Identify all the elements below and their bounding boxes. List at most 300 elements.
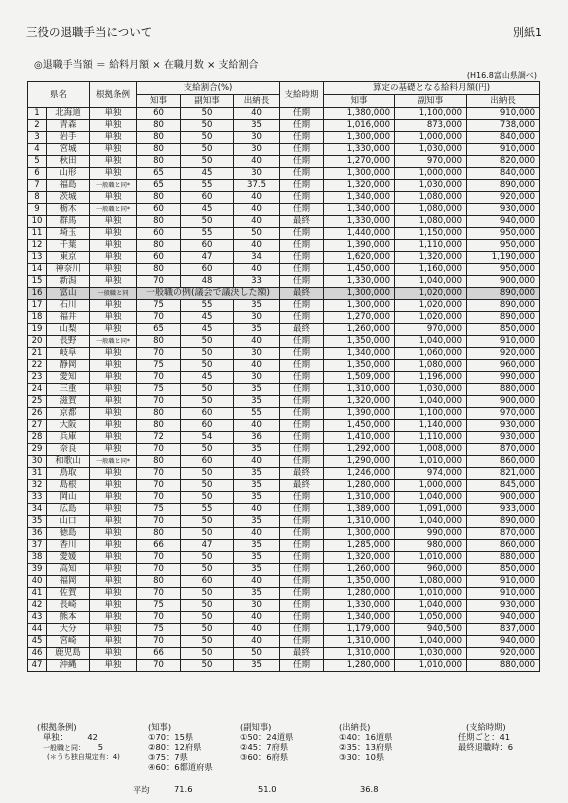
prefecture-name: 熊本 — [47, 612, 90, 624]
row-number: 17 — [28, 300, 47, 312]
summary-governor-item: ③75：7県 — [148, 752, 188, 762]
basis-ordinance: 単独 — [90, 576, 137, 588]
governor-salary: 1,450,000 — [324, 264, 395, 276]
basis-ordinance: 単独 — [90, 624, 137, 636]
payment-timing: 任期 — [280, 276, 324, 288]
vice-governor-salary: 1,030,000 — [395, 648, 467, 660]
table-row — [28, 552, 540, 564]
table-row — [28, 396, 540, 408]
table-row — [28, 384, 540, 396]
governor-salary: 1,300,000 — [324, 168, 395, 180]
treasurer-ratio: 35 — [234, 384, 280, 396]
governor-salary: 1,280,000 — [324, 660, 395, 672]
vice-governor-ratio: 50 — [181, 144, 234, 156]
basis-ordinance: 単独 — [90, 264, 137, 276]
prefecture-name: 青森 — [47, 120, 90, 132]
governor-ratio: 70 — [137, 660, 181, 672]
treasurer-ratio: 40 — [234, 420, 280, 432]
vice-governor-ratio: 50 — [181, 360, 234, 372]
basis-ordinance: 単独 — [90, 504, 137, 516]
governor-ratio: 70 — [137, 552, 181, 564]
treasurer-ratio: 40 — [234, 504, 280, 516]
basis-ordinance: 単独 — [90, 492, 137, 504]
row-number: 36 — [28, 528, 47, 540]
governor-salary: 1,246,000 — [324, 468, 395, 480]
vice-governor-ratio: 50 — [181, 660, 234, 672]
payment-timing: 任期 — [280, 444, 324, 456]
vice-governor-ratio: 55 — [181, 504, 234, 516]
vice-governor-salary: 1,060,000 — [395, 348, 467, 360]
row-number: 8 — [28, 192, 47, 204]
vice-governor-ratio: 45 — [181, 204, 234, 216]
payment-timing: 任期 — [280, 420, 324, 432]
governor-ratio: 65 — [137, 324, 181, 336]
treasurer-ratio: 50 — [234, 648, 280, 660]
prefecture-name: 愛媛 — [47, 552, 90, 564]
governor-salary: 1,350,000 — [324, 576, 395, 588]
prefecture-name: 沖縄 — [47, 660, 90, 672]
prefecture-name: 和歌山 — [47, 456, 90, 468]
vice-governor-ratio: 50 — [181, 612, 234, 624]
vice-governor-ratio: 50 — [181, 216, 234, 228]
table-row — [28, 288, 540, 300]
treasurer-ratio: 33 — [234, 276, 280, 288]
payment-timing: 任期 — [280, 360, 324, 372]
row-number: 39 — [28, 564, 47, 576]
vice-governor-salary: 1,040,000 — [395, 276, 467, 288]
governor-ratio: 66 — [137, 540, 181, 552]
summary-vice-item: ①50：24道県 — [240, 732, 294, 742]
treasurer-salary: 910,000 — [467, 336, 540, 348]
header-pref: 県名 — [28, 82, 90, 108]
payment-timing: 任期 — [280, 156, 324, 168]
row-number: 12 — [28, 240, 47, 252]
vice-governor-ratio: 50 — [181, 516, 234, 528]
row-number: 38 — [28, 552, 47, 564]
treasurer-salary: 910,000 — [467, 108, 540, 120]
governor-ratio: 80 — [137, 192, 181, 204]
payment-timing: 任期 — [280, 252, 324, 264]
vice-governor-salary: 1,100,000 — [395, 108, 467, 120]
prefecture-name: 滋賀 — [47, 396, 90, 408]
governor-ratio: 80 — [137, 336, 181, 348]
summary-basis-same-label: 一般職と同： — [43, 744, 85, 752]
payment-timing: 任期 — [280, 204, 324, 216]
row-number: 47 — [28, 660, 47, 672]
prefecture-name: 茨城 — [47, 192, 90, 204]
prefecture-name: 富山 — [47, 288, 90, 300]
basis-ordinance: 単独 — [90, 252, 137, 264]
table-row — [28, 528, 540, 540]
basis-ordinance: 単独 — [90, 324, 137, 336]
row-number: 41 — [28, 588, 47, 600]
governor-salary: 1,330,000 — [324, 144, 395, 156]
treasurer-salary: 970,000 — [467, 408, 540, 420]
table-row — [28, 228, 540, 240]
table-row — [28, 120, 540, 132]
vice-governor-salary: 1,010,000 — [395, 660, 467, 672]
payment-timing: 任期 — [280, 396, 324, 408]
payment-timing: 任期 — [280, 408, 324, 420]
vice-governor-ratio: 55 — [181, 228, 234, 240]
summary-treasurer-item: ②35：13府県 — [339, 742, 393, 752]
vice-governor-ratio: 45 — [181, 372, 234, 384]
vice-governor-salary: 1,160,000 — [395, 264, 467, 276]
table-row — [28, 324, 540, 336]
table-row — [28, 612, 540, 624]
payment-timing: 最終 — [280, 480, 324, 492]
vice-governor-ratio: 50 — [181, 132, 234, 144]
vice-governor-ratio: 60 — [181, 192, 234, 204]
prefecture-name: 静岡 — [47, 360, 90, 372]
table-row — [28, 252, 540, 264]
prefecture-name: 新潟 — [47, 276, 90, 288]
basis-ordinance: 単独 — [90, 360, 137, 372]
summary-vice-item: ③60：6府県 — [240, 752, 289, 762]
governor-ratio: 75 — [137, 504, 181, 516]
treasurer-salary: 930,000 — [467, 420, 540, 432]
basis-ordinance: 単独 — [90, 120, 137, 132]
vice-governor-ratio: 50 — [181, 528, 234, 540]
table-row — [28, 576, 540, 588]
row-number: 3 — [28, 132, 47, 144]
treasurer-ratio: 35 — [234, 540, 280, 552]
prefecture-name: 三重 — [47, 384, 90, 396]
vice-governor-ratio: 50 — [181, 108, 234, 120]
header-governor-ratio: 知事 — [137, 95, 181, 108]
header-vice-ratio: 副知事 — [181, 95, 234, 108]
header-treasurer-ratio: 出納長 — [234, 95, 280, 108]
basis-ordinance: 単独 — [90, 168, 137, 180]
vice-governor-ratio: 50 — [181, 480, 234, 492]
vice-governor-ratio: 50 — [181, 564, 234, 576]
basis-ordinance: 単独 — [90, 408, 137, 420]
governor-ratio: 70 — [137, 480, 181, 492]
row-number: 20 — [28, 336, 47, 348]
treasurer-salary: 930,000 — [467, 600, 540, 612]
basis-ordinance: 一般職と同* — [90, 204, 137, 216]
summary-timing-item: 最終退職時：6 — [458, 742, 514, 752]
vice-governor-salary: 1,010,000 — [395, 552, 467, 564]
governor-salary: 1,179,000 — [324, 624, 395, 636]
treasurer-salary: 900,000 — [467, 396, 540, 408]
vice-governor-salary: 1,020,000 — [395, 288, 467, 300]
basis-ordinance: 単独 — [90, 216, 137, 228]
vice-governor-salary: 960,000 — [395, 564, 467, 576]
vice-governor-salary: 1,050,000 — [395, 612, 467, 624]
governor-ratio: 65 — [137, 168, 181, 180]
treasurer-ratio: 37.5 — [234, 180, 280, 192]
table-row — [28, 540, 540, 552]
governor-salary: 1,390,000 — [324, 408, 395, 420]
treasurer-salary: 960,000 — [467, 360, 540, 372]
prefecture-name: 徳島 — [47, 528, 90, 540]
governor-ratio: 70 — [137, 312, 181, 324]
row-number: 37 — [28, 540, 47, 552]
basis-ordinance: 一般職と同* — [90, 456, 137, 468]
payment-timing: 任期 — [280, 528, 324, 540]
treasurer-ratio: 55 — [234, 408, 280, 420]
payment-timing: 任期 — [280, 120, 324, 132]
governor-ratio: 60 — [137, 252, 181, 264]
prefecture-name: 埼玉 — [47, 228, 90, 240]
row-number: 4 — [28, 144, 47, 156]
payment-timing: 任期 — [280, 600, 324, 612]
prefecture-name: 千葉 — [47, 240, 90, 252]
treasurer-ratio: 40 — [234, 156, 280, 168]
table-row — [28, 132, 540, 144]
payment-timing: 任期 — [280, 336, 324, 348]
basis-ordinance: 単独 — [90, 444, 137, 456]
prefecture-name: 佐賀 — [47, 588, 90, 600]
summary-treasurer-title: (出納長) — [339, 722, 371, 732]
row-number: 5 — [28, 156, 47, 168]
formula-text: ◎退職手当額 ＝ 給料月額 × 在職月数 × 支給割合 — [34, 60, 259, 71]
treasurer-ratio: 30 — [234, 312, 280, 324]
prefecture-name: 宮城 — [47, 144, 90, 156]
treasurer-salary: 940,000 — [467, 216, 540, 228]
vice-governor-ratio: 50 — [181, 636, 234, 648]
summary-vice — [240, 722, 293, 762]
vice-governor-salary: 1,110,000 — [395, 432, 467, 444]
prefecture-name: 愛知 — [47, 372, 90, 384]
summary-vice-title: (副知事) — [240, 722, 272, 732]
table-row — [28, 660, 540, 672]
treasurer-ratio: 40 — [234, 240, 280, 252]
governor-ratio: 75 — [137, 360, 181, 372]
summary-basis-single-line — [37, 732, 120, 742]
summary-basis — [37, 722, 120, 762]
vice-governor-ratio: 50 — [181, 588, 234, 600]
governor-salary: 1,340,000 — [324, 204, 395, 216]
governor-ratio: 75 — [137, 624, 181, 636]
governor-salary: 1,380,000 — [324, 108, 395, 120]
retirement-allowance-table — [27, 81, 540, 672]
governor-ratio: 72 — [137, 432, 181, 444]
treasurer-salary: 738,000 — [467, 120, 540, 132]
prefecture-name: 大分 — [47, 624, 90, 636]
governor-ratio: 80 — [137, 216, 181, 228]
payment-timing: 任期 — [280, 612, 324, 624]
row-number: 11 — [28, 228, 47, 240]
basis-ordinance: 単独 — [90, 600, 137, 612]
summary-treasurer-item: ①40：16道県 — [339, 732, 393, 742]
summary-governor-item: ④60：6都道府県 — [148, 762, 213, 772]
basis-ordinance: 単独 — [90, 108, 137, 120]
table-row — [28, 168, 540, 180]
governor-ratio: 80 — [137, 144, 181, 156]
row-number: 46 — [28, 648, 47, 660]
treasurer-ratio: 30 — [234, 132, 280, 144]
governor-ratio: 70 — [137, 396, 181, 408]
governor-ratio: 75 — [137, 300, 181, 312]
payment-timing: 任期 — [280, 492, 324, 504]
basis-ordinance: 単独 — [90, 528, 137, 540]
payment-timing: 任期 — [280, 540, 324, 552]
vice-governor-salary: 1,080,000 — [395, 576, 467, 588]
payment-timing: 任期 — [280, 312, 324, 324]
basis-ordinance: 単独 — [90, 588, 137, 600]
governor-salary: 1,350,000 — [324, 336, 395, 348]
treasurer-salary: 820,000 — [467, 156, 540, 168]
treasurer-salary: 940,000 — [467, 612, 540, 624]
treasurer-salary: 950,000 — [467, 240, 540, 252]
prefecture-name: 鳥取 — [47, 468, 90, 480]
treasurer-salary: 900,000 — [467, 276, 540, 288]
ratio-merged-note: 一般職の例(議会で議決した額) — [137, 288, 280, 300]
treasurer-salary: 821,000 — [467, 468, 540, 480]
governor-salary: 1,330,000 — [324, 216, 395, 228]
vice-governor-ratio: 55 — [181, 300, 234, 312]
treasurer-ratio: 40 — [234, 204, 280, 216]
table-row — [28, 300, 540, 312]
governor-ratio: 60 — [137, 228, 181, 240]
governor-salary: 1,285,000 — [324, 540, 395, 552]
vice-governor-salary: 974,000 — [395, 468, 467, 480]
payment-timing: 任期 — [280, 228, 324, 240]
table-body — [28, 108, 540, 672]
summary-basis-same-value: 5 — [97, 742, 103, 752]
treasurer-salary: 840,000 — [467, 168, 540, 180]
treasurer-ratio: 35 — [234, 120, 280, 132]
prefecture-name: 岩手 — [47, 132, 90, 144]
vice-governor-salary: 1,020,000 — [395, 300, 467, 312]
prefecture-name: 奈良 — [47, 444, 90, 456]
treasurer-ratio: 40 — [234, 576, 280, 588]
vice-governor-salary: 1,110,000 — [395, 240, 467, 252]
vice-governor-salary: 1,091,000 — [395, 504, 467, 516]
governor-salary: 1,410,000 — [324, 432, 395, 444]
basis-ordinance: 単独 — [90, 564, 137, 576]
governor-ratio: 70 — [137, 636, 181, 648]
vice-governor-ratio: 55 — [181, 180, 234, 192]
average-vice-governor: 51.0 — [258, 784, 277, 794]
table-row — [28, 456, 540, 468]
vice-governor-ratio: 47 — [181, 540, 234, 552]
table-row — [28, 204, 540, 216]
row-number: 35 — [28, 516, 47, 528]
table-row — [28, 180, 540, 192]
treasurer-ratio: 35 — [234, 660, 280, 672]
payment-timing: 任期 — [280, 168, 324, 180]
vice-governor-ratio: 60 — [181, 240, 234, 252]
vice-governor-salary: 1,040,000 — [395, 636, 467, 648]
vice-governor-ratio: 50 — [181, 348, 234, 360]
row-number: 26 — [28, 408, 47, 420]
vice-governor-ratio: 47 — [181, 252, 234, 264]
vice-governor-ratio: 60 — [181, 408, 234, 420]
vice-governor-ratio: 50 — [181, 600, 234, 612]
row-number: 18 — [28, 312, 47, 324]
vice-governor-ratio: 50 — [181, 648, 234, 660]
governor-salary: 1,270,000 — [324, 312, 395, 324]
treasurer-salary: 1,190,000 — [467, 252, 540, 264]
vice-governor-salary: 1,100,000 — [395, 408, 467, 420]
governor-ratio: 60 — [137, 204, 181, 216]
vice-governor-ratio: 50 — [181, 552, 234, 564]
payment-timing: 任期 — [280, 240, 324, 252]
payment-timing: 任期 — [280, 300, 324, 312]
governor-ratio: 80 — [137, 156, 181, 168]
governor-salary: 1,350,000 — [324, 360, 395, 372]
payment-timing: 任期 — [280, 576, 324, 588]
table-row — [28, 600, 540, 612]
header-timing: 支給時期 — [280, 82, 324, 108]
basis-ordinance: 単独 — [90, 312, 137, 324]
treasurer-ratio: 30 — [234, 348, 280, 360]
vice-governor-ratio: 45 — [181, 168, 234, 180]
treasurer-salary: 880,000 — [467, 660, 540, 672]
treasurer-salary: 850,000 — [467, 324, 540, 336]
payment-timing: 最終 — [280, 324, 324, 336]
row-number: 1 — [28, 108, 47, 120]
summary-treasurer-item: ③30：10県 — [339, 752, 385, 762]
table-row — [28, 492, 540, 504]
vice-governor-ratio: 50 — [181, 156, 234, 168]
basis-ordinance: 単独 — [90, 192, 137, 204]
vice-governor-salary: 1,040,000 — [395, 336, 467, 348]
treasurer-ratio: 30 — [234, 144, 280, 156]
row-number: 13 — [28, 252, 47, 264]
governor-ratio: 70 — [137, 348, 181, 360]
payment-timing: 任期 — [280, 564, 324, 576]
governor-salary: 1,330,000 — [324, 276, 395, 288]
governor-ratio: 80 — [137, 456, 181, 468]
payment-timing: 任期 — [280, 348, 324, 360]
row-number: 25 — [28, 396, 47, 408]
treasurer-ratio: 40 — [234, 360, 280, 372]
governor-ratio: 80 — [137, 132, 181, 144]
basis-ordinance: 単独 — [90, 516, 137, 528]
prefecture-name: 岡山 — [47, 492, 90, 504]
treasurer-salary: 860,000 — [467, 540, 540, 552]
vice-governor-salary: 1,010,000 — [395, 588, 467, 600]
basis-ordinance: 単独 — [90, 468, 137, 480]
treasurer-salary: 860,000 — [467, 456, 540, 468]
vice-governor-ratio: 50 — [181, 492, 234, 504]
vice-governor-salary: 990,000 — [395, 528, 467, 540]
basis-ordinance: 単独 — [90, 144, 137, 156]
vice-governor-salary: 1,150,000 — [395, 228, 467, 240]
treasurer-salary: 950,000 — [467, 228, 540, 240]
governor-salary: 1,300,000 — [324, 132, 395, 144]
table-row — [28, 648, 540, 660]
vice-governor-salary: 1,040,000 — [395, 492, 467, 504]
row-number: 10 — [28, 216, 47, 228]
vice-governor-ratio: 50 — [181, 336, 234, 348]
governor-salary: 1,330,000 — [324, 600, 395, 612]
treasurer-salary: 950,000 — [467, 264, 540, 276]
prefecture-name: 長崎 — [47, 600, 90, 612]
payment-timing: 任期 — [280, 624, 324, 636]
vice-governor-salary: 1,020,000 — [395, 312, 467, 324]
payment-timing: 任期 — [280, 504, 324, 516]
vice-governor-salary: 1,080,000 — [395, 204, 467, 216]
document-label: 別紙1 — [513, 26, 542, 39]
vice-governor-ratio: 45 — [181, 324, 234, 336]
row-number: 23 — [28, 372, 47, 384]
row-number: 45 — [28, 636, 47, 648]
row-number: 33 — [28, 492, 47, 504]
treasurer-salary: 850,000 — [467, 564, 540, 576]
prefecture-name: 福岡 — [47, 576, 90, 588]
prefecture-name: 北海道 — [47, 108, 90, 120]
prefecture-name: 山梨 — [47, 324, 90, 336]
summary-governor-item: ②80：12府県 — [148, 742, 202, 752]
average-governor: 71.6 — [174, 784, 193, 794]
governor-salary: 1,310,000 — [324, 636, 395, 648]
summary-vice-item: ②45：7府県 — [240, 742, 289, 752]
